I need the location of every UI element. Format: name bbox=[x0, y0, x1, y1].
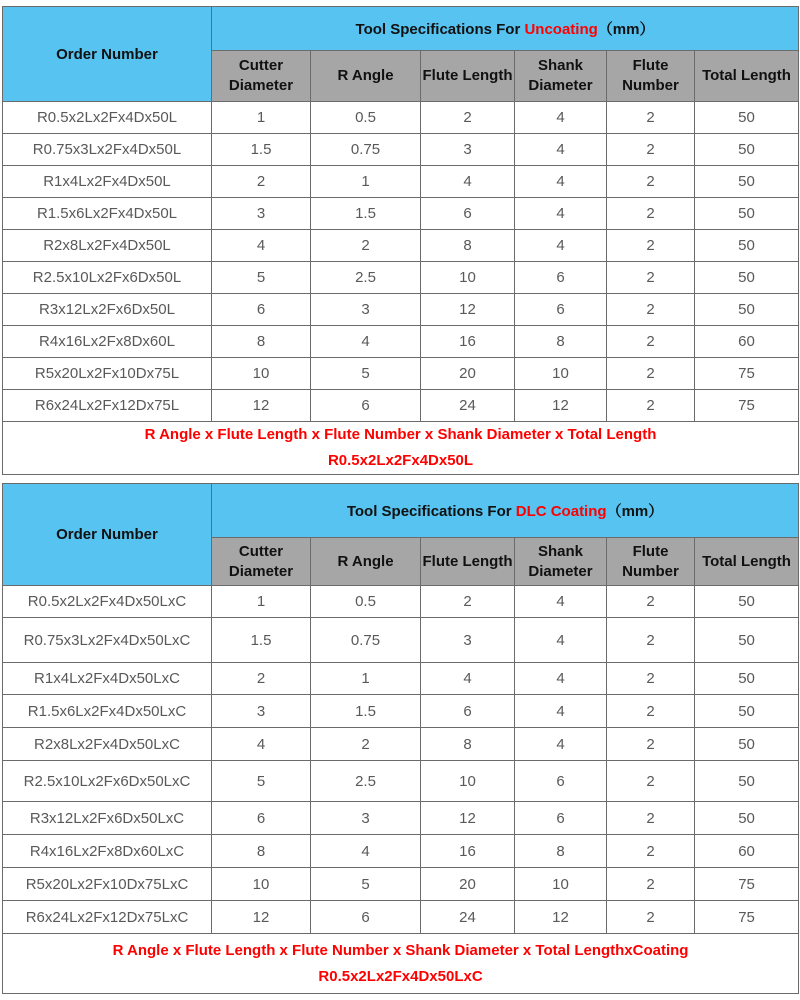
flute-number-cell: 2 bbox=[607, 134, 695, 166]
shank-diameter-cell: 8 bbox=[515, 326, 607, 358]
total-length-cell: 50 bbox=[695, 166, 799, 198]
shank-diameter-cell: 12 bbox=[515, 390, 607, 422]
total-length-cell: 60 bbox=[695, 835, 799, 868]
order-number-cell: R5x20Lx2Fx10Dx75LxC bbox=[3, 868, 212, 901]
cutter-diameter-cell: 1.5 bbox=[212, 618, 311, 663]
total-length-cell: 50 bbox=[695, 294, 799, 326]
uncoated-table-title bbox=[212, 7, 799, 51]
uncoated-title-highlight: Uncoating bbox=[524, 21, 598, 38]
cutter-diameter-cell: 6 bbox=[212, 294, 311, 326]
r-angle-cell: 3 bbox=[311, 802, 421, 835]
uncoated-footer-row bbox=[3, 422, 799, 475]
flute-length-cell: 6 bbox=[421, 198, 515, 230]
order-number-cell: R0.75x3Lx2Fx4Dx50L bbox=[3, 134, 212, 166]
r-angle-cell: 0.5 bbox=[311, 586, 421, 618]
shank-diameter-cell: 4 bbox=[515, 230, 607, 262]
total-length-cell: 50 bbox=[695, 663, 799, 695]
column-header-total-length: Total Length bbox=[695, 51, 799, 102]
cutter-diameter-cell: 12 bbox=[212, 901, 311, 934]
order-number-cell: R2x8Lx2Fx4Dx50LxC bbox=[3, 728, 212, 761]
total-length-cell: 50 bbox=[695, 198, 799, 230]
order-number-cell: R2.5x10Lx2Fx6Dx50L bbox=[3, 262, 212, 294]
uncoated-title-prefix: Tool Specifications For bbox=[355, 21, 525, 38]
flute-length-cell: 2 bbox=[421, 102, 515, 134]
flute-number-cell: 2 bbox=[607, 294, 695, 326]
uncoated-spec-table bbox=[2, 6, 799, 475]
r-angle-cell: 2 bbox=[311, 728, 421, 761]
uncoated-naming-note bbox=[3, 422, 799, 475]
flute-length-cell: 24 bbox=[421, 901, 515, 934]
shank-diameter-cell: 10 bbox=[515, 868, 607, 901]
table-row bbox=[3, 761, 799, 802]
flute-length-cell: 16 bbox=[421, 326, 515, 358]
flute-number-cell: 2 bbox=[607, 102, 695, 134]
flute-number-cell: 2 bbox=[607, 390, 695, 422]
flute-length-cell: 24 bbox=[421, 390, 515, 422]
cutter-diameter-cell: 3 bbox=[212, 695, 311, 728]
order-number-cell: R3x12Lx2Fx6Dx50LxC bbox=[3, 802, 212, 835]
r-angle-cell: 6 bbox=[311, 901, 421, 934]
order-number-cell: R1x4Lx2Fx4Dx50L bbox=[3, 166, 212, 198]
total-length-cell: 60 bbox=[695, 326, 799, 358]
order-number-cell: R6x24Lx2Fx12Dx75L bbox=[3, 390, 212, 422]
table-row bbox=[3, 835, 799, 868]
shank-diameter-cell: 6 bbox=[515, 294, 607, 326]
table-row bbox=[3, 901, 799, 934]
shank-diameter-cell: 6 bbox=[515, 761, 607, 802]
order-number-cell: R0.75x3Lx2Fx4Dx50LxC bbox=[3, 618, 212, 663]
dlc-title-prefix: Tool Specifications For bbox=[346, 503, 516, 520]
column-header-flute-number: Flute Number bbox=[607, 51, 695, 102]
table-row bbox=[3, 358, 799, 390]
cutter-diameter-cell: 3 bbox=[212, 198, 311, 230]
shank-diameter-cell: 4 bbox=[515, 663, 607, 695]
cutter-diameter-cell: 1.5 bbox=[212, 134, 311, 166]
flute-number-cell: 2 bbox=[607, 802, 695, 835]
flute-number-cell: 2 bbox=[607, 262, 695, 294]
r-angle-cell: 6 bbox=[311, 390, 421, 422]
flute-length-cell: 10 bbox=[421, 262, 515, 294]
cutter-diameter-cell: 2 bbox=[212, 166, 311, 198]
table-row bbox=[3, 262, 799, 294]
flute-length-cell: 20 bbox=[421, 358, 515, 390]
r-angle-cell: 1 bbox=[311, 166, 421, 198]
total-length-cell: 50 bbox=[695, 134, 799, 166]
cutter-diameter-cell: 6 bbox=[212, 802, 311, 835]
table-row bbox=[3, 728, 799, 761]
total-length-cell: 75 bbox=[695, 868, 799, 901]
total-length-cell: 75 bbox=[695, 390, 799, 422]
total-length-cell: 50 bbox=[695, 586, 799, 618]
cutter-diameter-cell: 12 bbox=[212, 390, 311, 422]
total-length-cell: 50 bbox=[695, 230, 799, 262]
column-header-r-angle: R Angle bbox=[311, 51, 421, 102]
r-angle-cell: 1.5 bbox=[311, 695, 421, 728]
table-row bbox=[3, 663, 799, 695]
dlc-table-title bbox=[212, 484, 799, 538]
total-length-cell: 50 bbox=[695, 262, 799, 294]
dlc-title-row bbox=[3, 484, 799, 538]
total-length-cell: 75 bbox=[695, 901, 799, 934]
shank-diameter-cell: 6 bbox=[515, 802, 607, 835]
column-header-shank-diameter: Shank Diameter bbox=[515, 51, 607, 102]
dlc-title-highlight: DLC Coating bbox=[515, 503, 607, 520]
flute-length-cell: 16 bbox=[421, 835, 515, 868]
shank-diameter-cell: 4 bbox=[515, 695, 607, 728]
dlc-naming-example: R0.5x2Lx2Fx4Dx50LxC bbox=[318, 967, 483, 985]
flute-number-cell: 2 bbox=[607, 728, 695, 761]
total-length-cell: 50 bbox=[695, 761, 799, 802]
order-number-cell: R3x12Lx2Fx6Dx50L bbox=[3, 294, 212, 326]
flute-number-cell: 2 bbox=[607, 326, 695, 358]
cutter-diameter-cell: 10 bbox=[212, 358, 311, 390]
flute-length-cell: 6 bbox=[421, 695, 515, 728]
cutter-diameter-cell: 5 bbox=[212, 262, 311, 294]
shank-diameter-cell: 4 bbox=[515, 586, 607, 618]
column-header-total-length: Total Length bbox=[695, 538, 799, 586]
uncoated-order-number-header: Order Number bbox=[3, 7, 212, 102]
r-angle-cell: 0.75 bbox=[311, 618, 421, 663]
table-row bbox=[3, 586, 799, 618]
order-number-cell: R2.5x10Lx2Fx6Dx50LxC bbox=[3, 761, 212, 802]
table-row bbox=[3, 102, 799, 134]
flute-number-cell: 2 bbox=[607, 358, 695, 390]
column-header-r-angle: R Angle bbox=[311, 538, 421, 586]
order-number-cell: R2x8Lx2Fx4Dx50L bbox=[3, 230, 212, 262]
table-row bbox=[3, 166, 799, 198]
order-number-cell: R0.5x2Lx2Fx4Dx50L bbox=[3, 102, 212, 134]
table-row bbox=[3, 695, 799, 728]
total-length-cell: 50 bbox=[695, 802, 799, 835]
total-length-cell: 50 bbox=[695, 728, 799, 761]
flute-length-cell: 2 bbox=[421, 586, 515, 618]
order-number-cell: R4x16Lx2Fx8Dx60L bbox=[3, 326, 212, 358]
uncoated-title-row bbox=[3, 7, 799, 51]
cutter-diameter-cell: 1 bbox=[212, 102, 311, 134]
dlc-title-unit: （mm） bbox=[606, 503, 664, 520]
uncoated-naming-example: R0.5x2Lx2Fx4Dx50L bbox=[327, 452, 474, 469]
total-length-cell: 50 bbox=[695, 695, 799, 728]
dlc-order-number-header: Order Number bbox=[3, 484, 212, 586]
order-number-cell: R0.5x2Lx2Fx4Dx50LxC bbox=[3, 586, 212, 618]
order-number-cell: R4x16Lx2Fx8Dx60LxC bbox=[3, 835, 212, 868]
r-angle-cell: 1 bbox=[311, 663, 421, 695]
shank-diameter-cell: 4 bbox=[515, 618, 607, 663]
r-angle-cell: 2.5 bbox=[311, 262, 421, 294]
total-length-cell: 50 bbox=[695, 618, 799, 663]
shank-diameter-cell: 4 bbox=[515, 166, 607, 198]
flute-number-cell: 2 bbox=[607, 166, 695, 198]
r-angle-cell: 5 bbox=[311, 358, 421, 390]
cutter-diameter-cell: 2 bbox=[212, 663, 311, 695]
order-number-cell: R1.5x6Lx2Fx4Dx50LxC bbox=[3, 695, 212, 728]
cutter-diameter-cell: 5 bbox=[212, 761, 311, 802]
shank-diameter-cell: 8 bbox=[515, 835, 607, 868]
flute-number-cell: 2 bbox=[607, 198, 695, 230]
flute-number-cell: 2 bbox=[607, 586, 695, 618]
uncoated-table-body bbox=[3, 7, 799, 475]
r-angle-cell: 2 bbox=[311, 230, 421, 262]
cutter-diameter-cell: 1 bbox=[212, 586, 311, 618]
table-row bbox=[3, 294, 799, 326]
r-angle-cell: 0.75 bbox=[311, 134, 421, 166]
dlc-naming-note bbox=[3, 934, 799, 994]
shank-diameter-cell: 4 bbox=[515, 102, 607, 134]
flute-length-cell: 8 bbox=[421, 728, 515, 761]
flute-length-cell: 4 bbox=[421, 663, 515, 695]
table-row bbox=[3, 230, 799, 262]
dlc-table-body bbox=[3, 484, 799, 994]
cutter-diameter-cell: 4 bbox=[212, 728, 311, 761]
cutter-diameter-cell: 8 bbox=[212, 835, 311, 868]
shank-diameter-cell: 6 bbox=[515, 262, 607, 294]
flute-number-cell: 2 bbox=[607, 761, 695, 802]
flute-length-cell: 4 bbox=[421, 166, 515, 198]
cutter-diameter-cell: 4 bbox=[212, 230, 311, 262]
flute-length-cell: 8 bbox=[421, 230, 515, 262]
r-angle-cell: 1.5 bbox=[311, 198, 421, 230]
flute-number-cell: 2 bbox=[607, 868, 695, 901]
table-row bbox=[3, 868, 799, 901]
flute-length-cell: 3 bbox=[421, 134, 515, 166]
dlc-footer-row bbox=[3, 934, 799, 994]
shank-diameter-cell: 10 bbox=[515, 358, 607, 390]
r-angle-cell: 2.5 bbox=[311, 761, 421, 802]
r-angle-cell: 4 bbox=[311, 326, 421, 358]
column-header-cutter-diameter: Cutter Diameter bbox=[212, 51, 311, 102]
shank-diameter-cell: 4 bbox=[515, 134, 607, 166]
table-row bbox=[3, 802, 799, 835]
column-header-flute-length: Flute Length bbox=[421, 51, 515, 102]
shank-diameter-cell: 4 bbox=[515, 728, 607, 761]
flute-number-cell: 2 bbox=[607, 230, 695, 262]
table-row bbox=[3, 134, 799, 166]
column-header-shank-diameter: Shank Diameter bbox=[515, 538, 607, 586]
flute-length-cell: 12 bbox=[421, 802, 515, 835]
flute-number-cell: 2 bbox=[607, 695, 695, 728]
dlc-spec-table bbox=[2, 483, 799, 994]
dlc-naming-formula: R Angle x Flute Length x Flute Number x Shank Diameter x Total LengthxCoating bbox=[112, 941, 689, 959]
shank-diameter-cell: 12 bbox=[515, 901, 607, 934]
uncoated-naming-formula: R Angle x Flute Length x Flute Number x Shank Diameter x Total Length bbox=[144, 426, 657, 443]
r-angle-cell: 0.5 bbox=[311, 102, 421, 134]
table-row bbox=[3, 390, 799, 422]
r-angle-cell: 5 bbox=[311, 868, 421, 901]
table-row bbox=[3, 618, 799, 663]
r-angle-cell: 4 bbox=[311, 835, 421, 868]
flute-length-cell: 10 bbox=[421, 761, 515, 802]
table-row bbox=[3, 198, 799, 230]
order-number-cell: R1.5x6Lx2Fx4Dx50L bbox=[3, 198, 212, 230]
r-angle-cell: 3 bbox=[311, 294, 421, 326]
flute-number-cell: 2 bbox=[607, 663, 695, 695]
column-header-flute-length: Flute Length bbox=[421, 538, 515, 586]
total-length-cell: 50 bbox=[695, 102, 799, 134]
order-number-cell: R5x20Lx2Fx10Dx75L bbox=[3, 358, 212, 390]
column-header-cutter-diameter: Cutter Diameter bbox=[212, 538, 311, 586]
flute-number-cell: 2 bbox=[607, 901, 695, 934]
flute-number-cell: 2 bbox=[607, 835, 695, 868]
shank-diameter-cell: 4 bbox=[515, 198, 607, 230]
flute-number-cell: 2 bbox=[607, 618, 695, 663]
flute-length-cell: 12 bbox=[421, 294, 515, 326]
uncoated-title-unit: （mm） bbox=[597, 21, 655, 38]
cutter-diameter-cell: 8 bbox=[212, 326, 311, 358]
table-row bbox=[3, 326, 799, 358]
column-header-flute-number: Flute Number bbox=[607, 538, 695, 586]
total-length-cell: 75 bbox=[695, 358, 799, 390]
cutter-diameter-cell: 10 bbox=[212, 868, 311, 901]
flute-length-cell: 3 bbox=[421, 618, 515, 663]
order-number-cell: R6x24Lx2Fx12Dx75LxC bbox=[3, 901, 212, 934]
order-number-cell: R1x4Lx2Fx4Dx50LxC bbox=[3, 663, 212, 695]
flute-length-cell: 20 bbox=[421, 868, 515, 901]
